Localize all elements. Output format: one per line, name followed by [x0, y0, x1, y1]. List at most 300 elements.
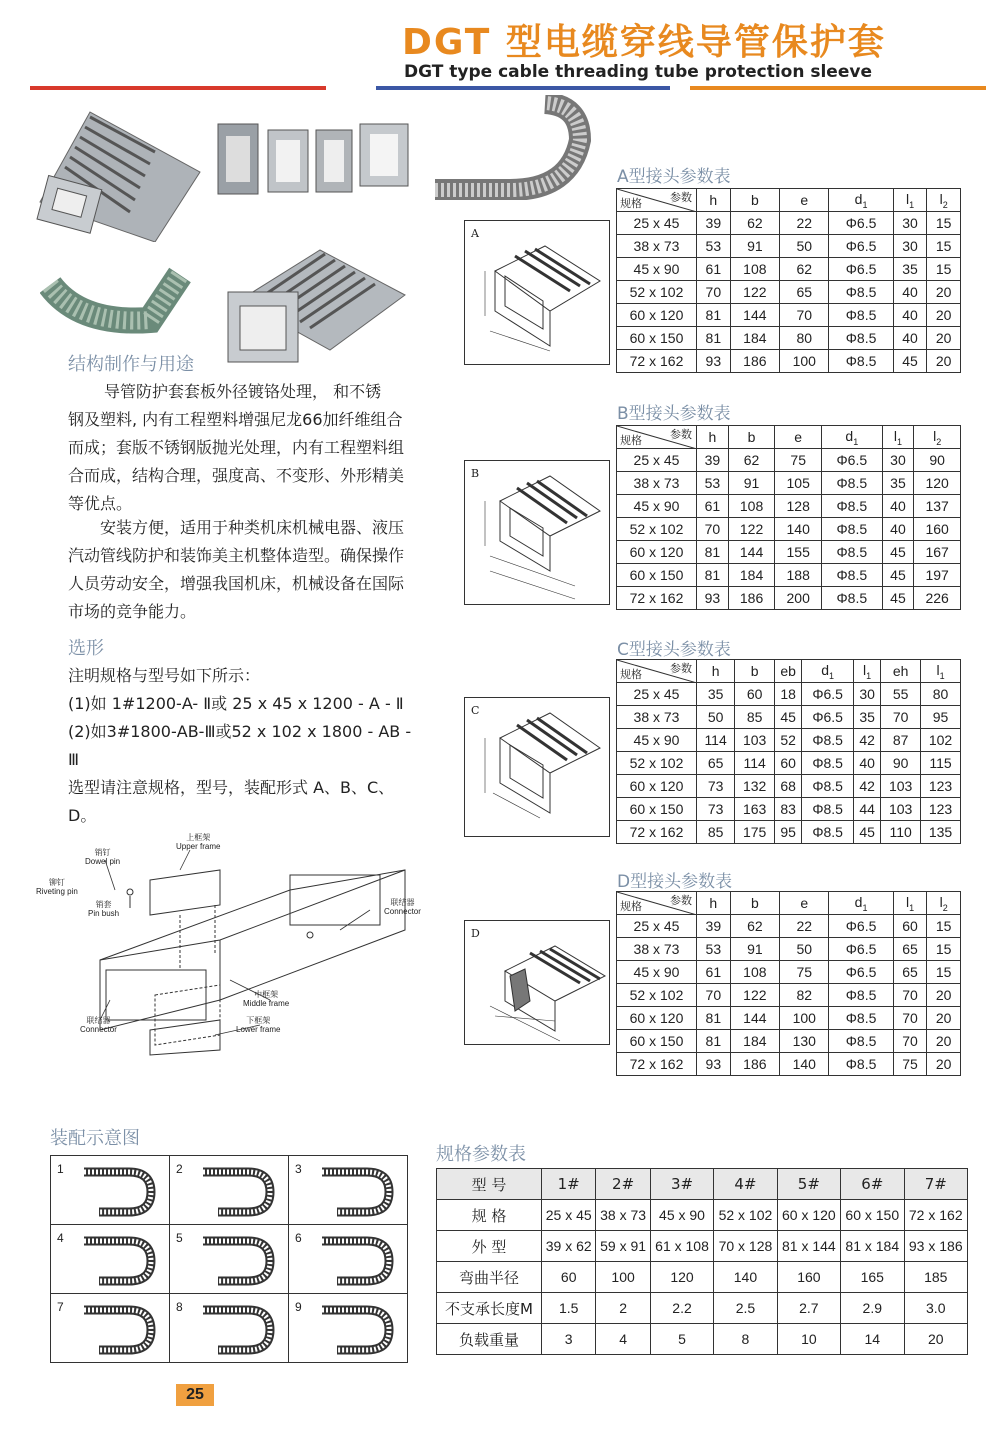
assembly-number: 2 — [176, 1162, 183, 1176]
table-cell: 15 — [927, 212, 961, 235]
table-cell: 22 — [780, 915, 829, 938]
table-cell: 45 — [882, 541, 914, 564]
table-cell: 68 — [775, 775, 802, 798]
drawing-label: A — [471, 227, 479, 240]
table-cell: 15 — [927, 915, 961, 938]
table-cell: 18 — [775, 683, 802, 706]
table-cell: 73 — [697, 798, 735, 821]
assembly-number: 7 — [57, 1300, 64, 1314]
table-cell: Φ8.5 — [802, 798, 854, 821]
callout-cn: 联结器 — [86, 1016, 111, 1025]
table-cell: 65 — [893, 938, 927, 961]
column-subscript: 1 — [862, 199, 868, 210]
table-cell: 20 — [927, 304, 961, 327]
table-cell: 128 — [775, 495, 822, 518]
table-cell: 100 — [780, 1007, 829, 1030]
table-cell: 122 — [730, 984, 779, 1007]
spec-cell: 4 — [596, 1324, 650, 1355]
assembly-grid — [50, 1155, 408, 1363]
structure-paragraph-1 — [68, 378, 413, 518]
table-cell: 30 — [893, 212, 927, 235]
spec-cell: 2.9 — [841, 1293, 904, 1324]
spec-row — [437, 1293, 968, 1324]
spec-cell: 8 — [714, 1324, 777, 1355]
table-cell: 20 — [927, 281, 961, 304]
table-row — [617, 541, 961, 564]
spec-cell: 3 — [542, 1324, 596, 1355]
callout-cn: 销钉 — [94, 848, 111, 857]
table-cell: 93 — [697, 350, 731, 373]
table-cell: Φ8.5 — [829, 1007, 893, 1030]
table-cell: 70 — [697, 984, 731, 1007]
table-column-header: $l_2$ — [927, 892, 961, 915]
table-b — [616, 425, 961, 610]
spec-cell: 39 x 62 — [542, 1231, 596, 1262]
selection-line: (2)如3#1800-AB-Ⅲ或52 x 102 x 1800 - AB - Ⅲ — [68, 722, 412, 769]
callout-en: Middle frame — [243, 999, 290, 1008]
table-cell: 70 — [881, 706, 921, 729]
table-cell: Φ8.5 — [822, 518, 883, 541]
spec-cell: 5 — [650, 1324, 713, 1355]
table-row — [617, 518, 961, 541]
table-cell: 108 — [728, 495, 775, 518]
callout-connector-right — [384, 898, 421, 916]
table-cell: 200 — [775, 587, 822, 610]
spec-cell: 120 — [650, 1262, 713, 1293]
table-cell: 93 — [697, 587, 729, 610]
row-spec-cell: 25 x 45 — [617, 683, 697, 706]
table-cell: 44 — [854, 798, 881, 821]
table-cell: 20 — [927, 350, 961, 373]
row-spec-cell: 72 x 162 — [617, 587, 697, 610]
row-spec-cell: 45 x 90 — [617, 258, 697, 281]
callout-en: Pin bush — [88, 909, 120, 918]
assembly-bend-sketch — [79, 1233, 159, 1288]
structure-paragraph-2 — [68, 514, 413, 626]
table-cell: 52 — [775, 729, 802, 752]
table-row — [617, 281, 961, 304]
table-cell: 35 — [697, 683, 735, 706]
table-cell: 135 — [921, 821, 961, 844]
table-cell: 75 — [893, 1053, 927, 1076]
table-cell: 15 — [927, 961, 961, 984]
table-cell: Φ8.5 — [802, 775, 854, 798]
assembly-number: 6 — [295, 1231, 302, 1245]
corner-label-top: 参数 — [670, 429, 692, 441]
assembly-bend-sketch — [198, 1233, 278, 1288]
table-cell: 50 — [780, 235, 829, 258]
selection-line: 注明规格与型号如下所示： — [68, 666, 261, 685]
assembly-row — [51, 1225, 408, 1294]
drawing-a-sketch — [465, 221, 611, 366]
selection-text — [68, 662, 418, 830]
assembly-bend-sketch — [79, 1302, 159, 1357]
column-subscript: 1 — [829, 670, 835, 681]
table-cell: 186 — [730, 1053, 779, 1076]
table-cell: 103 — [881, 775, 921, 798]
table-cell: Φ6.5 — [822, 449, 883, 472]
callout-cn: 上框架 — [186, 833, 211, 842]
table-cell: 70 — [893, 1007, 927, 1030]
table-cell: Φ6.5 — [829, 938, 893, 961]
para1-line: 导管防护套套板外径镀铬处理， 和不锈 — [104, 382, 382, 401]
table-cell: 123 — [921, 775, 961, 798]
table-cell: 93 — [697, 1053, 731, 1076]
assembly-bend-sketch — [198, 1302, 278, 1357]
table-cell: 40 — [882, 518, 914, 541]
table-row — [617, 495, 961, 518]
callout-middle-frame — [243, 990, 289, 1008]
table-column-header: $l_2$ — [914, 426, 961, 449]
table-cell: 108 — [730, 258, 779, 281]
spec-cell: 81 x 184 — [841, 1231, 904, 1262]
table-cell: 184 — [730, 327, 779, 350]
table-d — [616, 891, 961, 1076]
table-cell: 22 — [780, 212, 829, 235]
table-cell: 53 — [697, 235, 731, 258]
table-header-row — [617, 189, 961, 212]
table-cell: 20 — [927, 327, 961, 350]
table-column-header: $l_2$ — [927, 189, 961, 212]
spec-cell: 165 — [841, 1262, 904, 1293]
row-spec-cell: 72 x 162 — [617, 821, 697, 844]
row-spec-cell: 52 x 102 — [617, 518, 697, 541]
corner-label-bottom: 规格 — [620, 198, 642, 210]
callout-cn: 下框架 — [246, 1016, 271, 1025]
row-spec-cell: 52 x 102 — [617, 984, 697, 1007]
table-cell: Φ8.5 — [802, 729, 854, 752]
table-cell: 39 — [697, 915, 731, 938]
spec-cell: 2 — [596, 1293, 650, 1324]
table-cell: 45 — [882, 587, 914, 610]
table-cell: Φ6.5 — [802, 683, 854, 706]
table-row — [617, 587, 961, 610]
spec-cell: 60 x 150 — [841, 1200, 904, 1231]
table-row — [617, 212, 961, 235]
table-row — [617, 706, 961, 729]
spec-column-header: 3# — [650, 1169, 713, 1200]
table-cell: 186 — [728, 587, 775, 610]
spec-cell: 52 x 102 — [714, 1200, 777, 1231]
assembly-cell — [51, 1225, 170, 1294]
table-column-header: $l_1$ — [893, 189, 927, 212]
table-cell: 30 — [854, 683, 881, 706]
column-subscript: 1 — [853, 436, 859, 447]
row-spec-cell: 72 x 162 — [617, 350, 697, 373]
assembly-bend-sketch — [317, 1302, 397, 1357]
assembly-cell — [289, 1156, 408, 1225]
table-row — [617, 775, 961, 798]
spec-cell: 2.5 — [714, 1293, 777, 1324]
table-cell: 60 — [735, 683, 775, 706]
table-column-header: $d_1$ — [829, 189, 893, 212]
assembly-bend-sketch — [317, 1233, 397, 1288]
table-corner-cell — [617, 189, 697, 212]
table-cell: 20 — [927, 1053, 961, 1076]
selection-line: (1)如 1#1200-A- Ⅱ或 25 x 45 x 1200 - A - Ⅱ — [68, 694, 404, 713]
spec-cell: 81 x 144 — [777, 1231, 840, 1262]
table-cell: 122 — [728, 518, 775, 541]
table-cell: 80 — [780, 327, 829, 350]
table-row — [617, 961, 961, 984]
table-cell: 42 — [854, 729, 881, 752]
table-c — [616, 659, 961, 844]
table-cell: 167 — [914, 541, 961, 564]
spec-cell: 25 x 45 — [542, 1200, 596, 1231]
table-d-title: D型接头参数表 — [617, 872, 733, 892]
spec-table — [436, 1168, 968, 1355]
table-row — [617, 752, 961, 775]
table-cell: Φ6.5 — [829, 212, 893, 235]
table-cell: 65 — [893, 961, 927, 984]
column-subscript: 2 — [936, 436, 942, 447]
spec-row — [437, 1324, 968, 1355]
table-column-header: $l_1$ — [882, 426, 914, 449]
drawing-type-a — [464, 220, 610, 365]
spec-cell: 59 x 91 — [596, 1231, 650, 1262]
table-cell: 60 — [775, 752, 802, 775]
table-cell: 40 — [893, 281, 927, 304]
drawing-type-d — [464, 920, 610, 1045]
table-column-header: e — [780, 189, 829, 212]
spec-cell: 1.5 — [542, 1293, 596, 1324]
callout-en: Riveting pin — [36, 887, 78, 896]
table-cell: 81 — [697, 1007, 731, 1030]
assembly-bend-sketch — [79, 1164, 159, 1219]
para1-line: 而成；套版不锈钢版抛光处理，内有工程塑料组 — [68, 438, 405, 457]
table-cell: 132 — [735, 775, 775, 798]
table-cell: 144 — [730, 1007, 779, 1030]
para2-line: 汽动管线防护和装饰美主机整体造型。确保操作 — [68, 546, 405, 565]
assembly-number: 9 — [295, 1300, 302, 1314]
table-cell: 75 — [775, 449, 822, 472]
table-cell: 39 — [697, 212, 731, 235]
product-photo-curved-bellows — [40, 235, 200, 335]
column-subscript: 2 — [942, 902, 948, 913]
corner-label-bottom: 规格 — [620, 669, 642, 681]
corner-label-top: 参数 — [670, 192, 692, 204]
table-cell: Φ8.5 — [822, 472, 883, 495]
row-spec-cell: 60 x 150 — [617, 798, 697, 821]
row-spec-cell: 60 x 150 — [617, 1030, 697, 1053]
assembly-bend-sketch — [317, 1164, 397, 1219]
drawing-type-c — [464, 697, 610, 837]
spec-cell: 61 x 108 — [650, 1231, 713, 1262]
table-column-header: eh — [881, 660, 921, 683]
para1-line: 合而成，结构合理，强度高、不变形、外形精美 — [68, 466, 405, 485]
table-cell: 120 — [914, 472, 961, 495]
table-a-title: A型接头参数表 — [617, 167, 731, 187]
table-row — [617, 798, 961, 821]
table-cell: Φ8.5 — [829, 281, 893, 304]
table-cell: 90 — [881, 752, 921, 775]
table-column-header: h — [697, 189, 731, 212]
assembly-row — [51, 1156, 408, 1225]
table-cell: 30 — [893, 235, 927, 258]
spec-heading: 规格参数表 — [436, 1144, 526, 1165]
spec-column-header: 7# — [904, 1169, 968, 1200]
table-cell: 50 — [697, 706, 735, 729]
spec-cell: 60 x 120 — [777, 1200, 840, 1231]
spec-cell: 20 — [904, 1324, 968, 1355]
table-cell: 42 — [854, 775, 881, 798]
table-cell: 91 — [730, 235, 779, 258]
table-column-header: e — [775, 426, 822, 449]
table-cell: Φ8.5 — [829, 304, 893, 327]
spec-header-row — [437, 1169, 968, 1200]
table-cell: 85 — [735, 706, 775, 729]
table-row — [617, 821, 961, 844]
column-subscript: 1 — [862, 902, 868, 913]
table-cell: 62 — [780, 258, 829, 281]
table-cell: 103 — [881, 798, 921, 821]
table-cell: 82 — [780, 984, 829, 1007]
table-row — [617, 564, 961, 587]
selection-heading: 选形 — [68, 638, 104, 659]
product-photo-connectors — [214, 116, 414, 201]
table-cell: 35 — [882, 472, 914, 495]
table-cell: Φ6.5 — [802, 706, 854, 729]
table-column-header: b — [735, 660, 775, 683]
callout-pin-bush — [88, 900, 119, 918]
assembly-cell — [170, 1156, 289, 1225]
para2-line: 人员劳动安全，增强我国机床，机械设备在国际 — [68, 574, 405, 593]
table-cell: 184 — [728, 564, 775, 587]
para1-line: 钢及塑料, 内有工程塑料增强尼龙66加纤维组合 — [68, 410, 403, 429]
table-cell: 81 — [697, 541, 729, 564]
table-cell: 45 — [775, 706, 802, 729]
table-cell: 81 — [697, 564, 729, 587]
table-cell: 61 — [697, 258, 731, 281]
drawing-d-sketch — [465, 921, 611, 1046]
table-cell: 40 — [893, 304, 927, 327]
product-photo-bellows — [30, 92, 210, 242]
callout-en: Upper frame — [176, 842, 221, 851]
corner-label-top: 参数 — [670, 663, 692, 675]
assembly-number: 4 — [57, 1231, 64, 1245]
table-cell: 62 — [730, 915, 779, 938]
row-spec-cell: 72 x 162 — [617, 1053, 697, 1076]
selection-line: 选型请注意规格，型号，装配形式 A、B、C、D。 — [68, 778, 395, 825]
spec-cell: 38 x 73 — [596, 1200, 650, 1231]
assembly-row — [51, 1294, 408, 1363]
table-cell: 50 — [780, 938, 829, 961]
spec-cell: 2.2 — [650, 1293, 713, 1324]
callout-connector-left — [80, 1016, 117, 1034]
row-spec-cell: 45 x 90 — [617, 961, 697, 984]
table-cell: 175 — [735, 821, 775, 844]
spec-column-header: 4# — [714, 1169, 777, 1200]
callout-dowel-pin — [85, 848, 120, 866]
assembly-cell — [289, 1294, 408, 1363]
row-spec-cell: 60 x 150 — [617, 564, 697, 587]
table-corner-cell — [617, 892, 697, 915]
table-cell: Φ6.5 — [829, 258, 893, 281]
callout-riveting-pin — [36, 878, 78, 896]
table-cell: 81 — [697, 304, 731, 327]
table-corner-cell — [617, 660, 697, 683]
table-cell: 30 — [882, 449, 914, 472]
column-subscript: 1 — [909, 199, 915, 210]
table-cell: 20 — [927, 1030, 961, 1053]
structure-heading: 结构制作与用途 — [68, 354, 194, 375]
table-cell: 81 — [697, 1030, 731, 1053]
table-cell: 122 — [730, 281, 779, 304]
table-cell: Φ8.5 — [822, 541, 883, 564]
row-spec-cell: 38 x 73 — [617, 472, 697, 495]
spec-column-header: 2# — [596, 1169, 650, 1200]
table-cell: 186 — [730, 350, 779, 373]
spec-column-header: 6# — [841, 1169, 904, 1200]
table-column-header: eb — [775, 660, 802, 683]
table-row — [617, 729, 961, 752]
assembly-heading: 装配示意图 — [50, 1128, 140, 1149]
table-cell: 105 — [775, 472, 822, 495]
table-cell: Φ6.5 — [829, 235, 893, 258]
product-photo-chain — [430, 95, 610, 200]
table-cell: 73 — [697, 775, 735, 798]
para2-line: 市场的竞争能力。 — [68, 602, 197, 621]
para1-line: 等优点。 — [68, 494, 133, 513]
table-column-header: $l_1$ — [854, 660, 881, 683]
corner-label-top: 参数 — [670, 895, 692, 907]
assembly-bend-sketch — [198, 1164, 278, 1219]
column-subscript: 1 — [939, 670, 945, 681]
spec-cell: 60 — [542, 1262, 596, 1293]
table-cell: Φ8.5 — [802, 821, 854, 844]
product-photo-bellows-large — [220, 240, 410, 375]
assembly-cell — [170, 1294, 289, 1363]
table-column-header: $d_1$ — [802, 660, 854, 683]
table-column-header: e — [780, 892, 829, 915]
spec-row-header: 负载重量 — [437, 1324, 542, 1355]
table-cell: 40 — [893, 327, 927, 350]
table-cell: 81 — [697, 327, 731, 350]
table-row — [617, 327, 961, 350]
callout-lower-frame — [236, 1016, 280, 1034]
assembly-number: 8 — [176, 1300, 183, 1314]
assembly-cell — [51, 1156, 170, 1225]
table-column-header: h — [697, 426, 729, 449]
spec-cell: 10 — [777, 1324, 840, 1355]
spec-column-header: 1# — [542, 1169, 596, 1200]
table-cell: 40 — [854, 752, 881, 775]
table-row — [617, 1030, 961, 1053]
row-spec-cell: 38 x 73 — [617, 706, 697, 729]
table-row — [617, 915, 961, 938]
callout-cn: 中框架 — [254, 990, 279, 999]
drawing-c-sketch — [465, 698, 611, 838]
table-cell: 70 — [780, 304, 829, 327]
row-spec-cell: 38 x 73 — [617, 235, 697, 258]
table-row — [617, 449, 961, 472]
table-cell: 184 — [730, 1030, 779, 1053]
row-spec-cell: 52 x 102 — [617, 752, 697, 775]
table-cell: 226 — [914, 587, 961, 610]
table-cell: 137 — [914, 495, 961, 518]
table-cell: 90 — [914, 449, 961, 472]
table-cell: Φ8.5 — [829, 984, 893, 1007]
spec-cell: 93 x 186 — [904, 1231, 968, 1262]
table-cell: 61 — [697, 495, 729, 518]
table-cell: 20 — [927, 1007, 961, 1030]
callout-cn: 销套 — [95, 900, 112, 909]
table-cell: 188 — [775, 564, 822, 587]
table-header-row — [617, 426, 961, 449]
assembly-cell — [51, 1294, 170, 1363]
table-cell: 15 — [927, 235, 961, 258]
drawing-label: D — [471, 927, 480, 940]
